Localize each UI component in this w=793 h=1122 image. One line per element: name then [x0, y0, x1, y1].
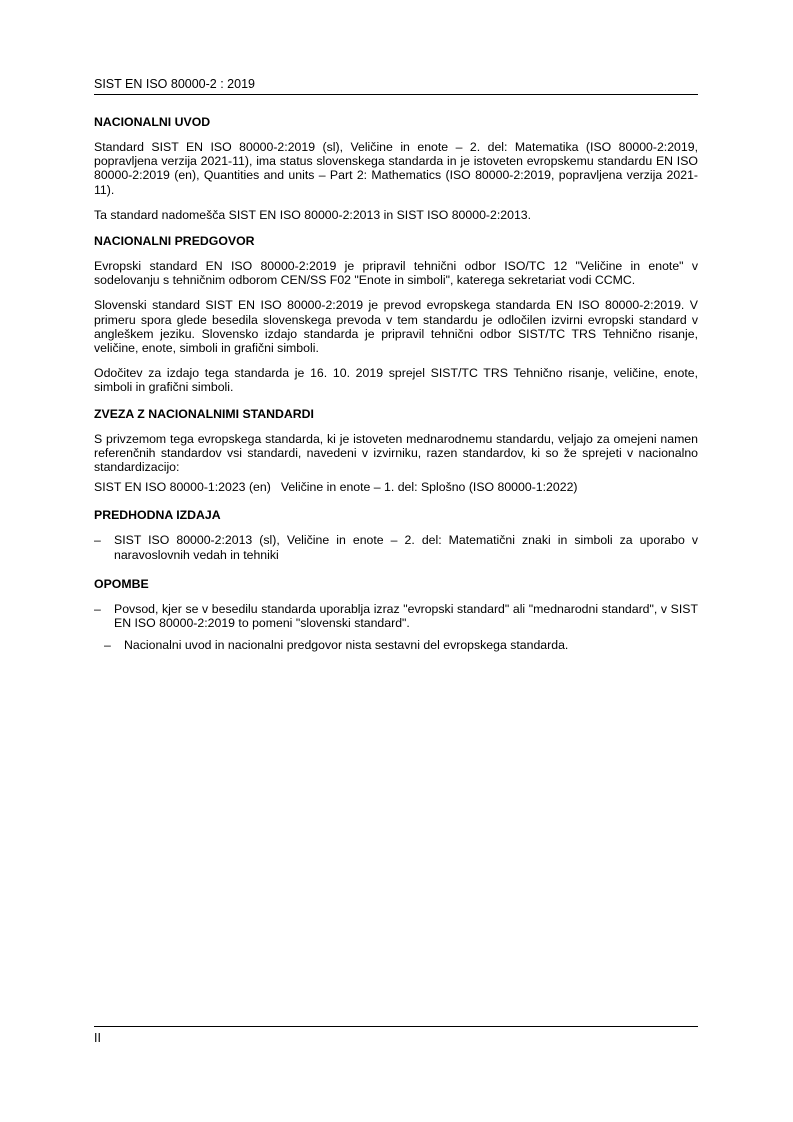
paragraph: S privzemom tega evropskega standarda, ki je istoveten mednarodnemu standardu, veljajo za omejeni namen referenčnih standardov vsi standardi, navedeni v izvirniku, razen standardov, ki so že sprejeti v nacionalno standardizacijo:	[94, 431, 698, 475]
section-predhodna-izdaja	[94, 507, 698, 561]
list-item	[94, 602, 698, 630]
document-page	[94, 0, 698, 1122]
reference-entry	[94, 480, 698, 494]
list-item	[94, 533, 698, 561]
section-heading: PREDHODNA IZDAJA	[94, 508, 221, 523]
section-heading: NACIONALNI PREDGOVOR	[94, 234, 255, 249]
dash-bullet: –	[94, 533, 101, 548]
list-item-text: SIST ISO 80000-2:2013 (sl), Veličine in enote – 2. del: Matematični znaki in simboli za uporabo v naravoslovnih vedah in tehniki	[114, 533, 698, 562]
section-opombe	[94, 576, 698, 653]
paragraph: Odočitev za izdajo tega standarda je 16. 10. 2019 sprejel SIST/TC TRS Tehnično risanje, veličine, enote, simboli in grafični simboli.	[94, 366, 698, 395]
section-heading: OPOMBE	[94, 576, 149, 591]
dash-bullet: –	[104, 638, 111, 653]
running-footer	[94, 1026, 698, 1046]
section-zveza-z-nacionalnimi-standardi	[94, 406, 698, 495]
list-item	[94, 638, 698, 652]
paragraph: Slovenski standard SIST EN ISO 80000-2:2019 je prevod evropskega standarda EN ISO 80000-2:2019. V primeru spora glede besedila slovenskega prevoda v tem standardu je odločilen izvirni evropski standard v angleškem jeziku. Slovensko izdajo standarda je pripravil tehnični odbor SIST/TC TRS Tehnično risanje, veličine, enote, simboli in grafični simboli.	[94, 298, 698, 356]
section-nacionalni-uvod	[94, 114, 698, 222]
section-heading: ZVEZA Z NACIONALNIMI STANDARDI	[94, 406, 314, 421]
page-number: II	[94, 1031, 101, 1045]
header-doc-id: SIST EN ISO 80000-2 : 2019	[94, 77, 255, 91]
paragraph: Standard SIST EN ISO 80000-2:2019 (sl), Veličine in enote – 2. del: Matematika (ISO 80000-2:2019, popravljena verzija 2021-11), ima status slovenskega standarda in je istoveten evropskemu standardu EN ISO 80000-2:2019 (en), Quantities and units – Part 2: Mathematics (ISO 80000-2:2019, popravljena verzija 2021-11).	[94, 140, 698, 197]
paragraph: Ta standard nadomešča SIST EN ISO 80000-2:2013 in SIST ISO 80000-2:2013.	[94, 207, 532, 222]
list-item-text: Povsod, kjer se v besedilu standarda uporablja izraz "evropski standard" ali "mednarodni standard", v SIST EN ISO 80000-2:2019 to pomeni "slovenski standard".	[114, 601, 698, 631]
page-content	[94, 114, 698, 664]
running-header	[94, 76, 698, 95]
paragraph: Evropski standard EN ISO 80000-2:2019 je pripravil tehnični odbor ISO/TC 12 "Veličine in enote" v sodelovanju s tehničnim odborom CEN/SS F02 "Enote in simboli", katerega sekretariat vodi CCMC.	[94, 259, 698, 288]
list-item-text: Nacionalni uvod in nacionalni predgovor nista sestavni del evropskega standarda.	[124, 638, 569, 653]
reference-title: Veličine in enote – 1. del: Splošno (ISO 80000-1:2022)	[280, 480, 578, 495]
section-nacionalni-predgovor	[94, 233, 698, 395]
section-heading: NACIONALNI UVOD	[94, 115, 211, 129]
reference-code: SIST EN ISO 80000-1:2023 (en)	[94, 480, 271, 495]
dash-bullet: –	[94, 601, 101, 616]
